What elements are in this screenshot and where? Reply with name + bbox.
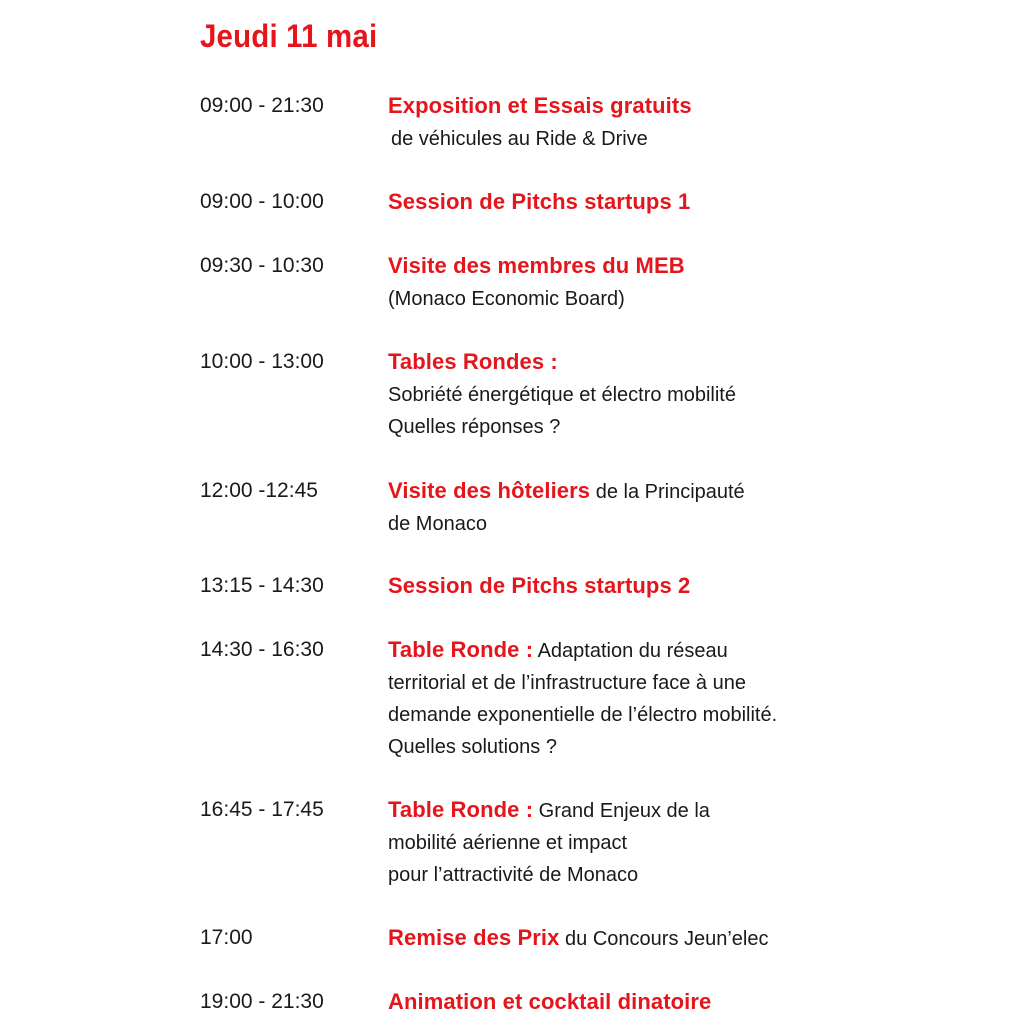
event-time: 09:30 - 10:30 bbox=[200, 254, 324, 277]
event-time: 12:00 -12:45 bbox=[200, 479, 318, 502]
event-title: Session de Pitchs startups 2 bbox=[388, 573, 691, 598]
event-time: 14:30 - 16:30 bbox=[200, 638, 324, 661]
event-time: 19:00 - 21:30 bbox=[200, 990, 324, 1013]
event-title: Tables Rondes : bbox=[388, 349, 558, 374]
event-detail-line: Quelles solutions ? bbox=[388, 736, 557, 758]
event-title: Animation et cocktail dinatoire bbox=[388, 989, 712, 1014]
event-title: Visite des membres du MEB bbox=[388, 253, 685, 278]
event-title: Session de Pitchs startups 1 bbox=[388, 189, 691, 214]
event-content bbox=[388, 986, 858, 1019]
event-detail-line: territorial et de l’infrastructure face à une bbox=[388, 672, 746, 694]
event-content bbox=[388, 922, 858, 955]
event-content bbox=[388, 570, 858, 603]
event-content bbox=[388, 794, 858, 891]
event-title-suffix: de la Principauté bbox=[590, 481, 745, 503]
event-time: 17:00 bbox=[200, 926, 253, 949]
event-detail-line: Sobriété énergétique et électro mobilité bbox=[388, 384, 736, 406]
event-detail-line: pour l’attractivité de Monaco bbox=[388, 864, 639, 886]
event-detail-line: (Monaco Economic Board) bbox=[388, 288, 625, 310]
event-time: 10:00 - 13:00 bbox=[200, 350, 324, 373]
event-content bbox=[388, 186, 858, 219]
event-content bbox=[388, 475, 858, 540]
event-detail-line: Quelles réponses ? bbox=[388, 416, 561, 438]
event-content bbox=[388, 250, 858, 315]
event-title: Remise des Prix bbox=[388, 925, 560, 950]
event-title: Table Ronde : bbox=[388, 797, 534, 822]
event-detail-line: demande exponentielle de l’électro mobilité. bbox=[388, 704, 778, 726]
event-title: Visite des hôteliers bbox=[388, 478, 591, 503]
event-title-suffix: Adaptation du réseau bbox=[533, 640, 728, 662]
event-content bbox=[388, 346, 858, 443]
event-time: 13:15 - 14:30 bbox=[200, 574, 324, 597]
event-time: 09:00 - 10:00 bbox=[200, 190, 324, 213]
event-title: Exposition et Essais gratuits bbox=[388, 93, 692, 118]
event-detail-line: de Monaco bbox=[388, 513, 487, 535]
event-title-suffix: du Concours Jeun’elec bbox=[559, 928, 769, 950]
event-content bbox=[388, 634, 858, 763]
event-title: Table Ronde : bbox=[388, 637, 534, 662]
event-time: 16:45 - 17:45 bbox=[200, 798, 324, 821]
day-title: Jeudi 11 mai bbox=[200, 18, 378, 54]
event-time: 09:00 - 21:30 bbox=[200, 94, 324, 117]
event-content bbox=[388, 90, 858, 155]
event-detail-line: de véhicules au Ride & Drive bbox=[391, 128, 648, 150]
event-detail-line: mobilité aérienne et impact bbox=[388, 832, 628, 854]
event-title-suffix: Grand Enjeux de la bbox=[533, 800, 710, 822]
